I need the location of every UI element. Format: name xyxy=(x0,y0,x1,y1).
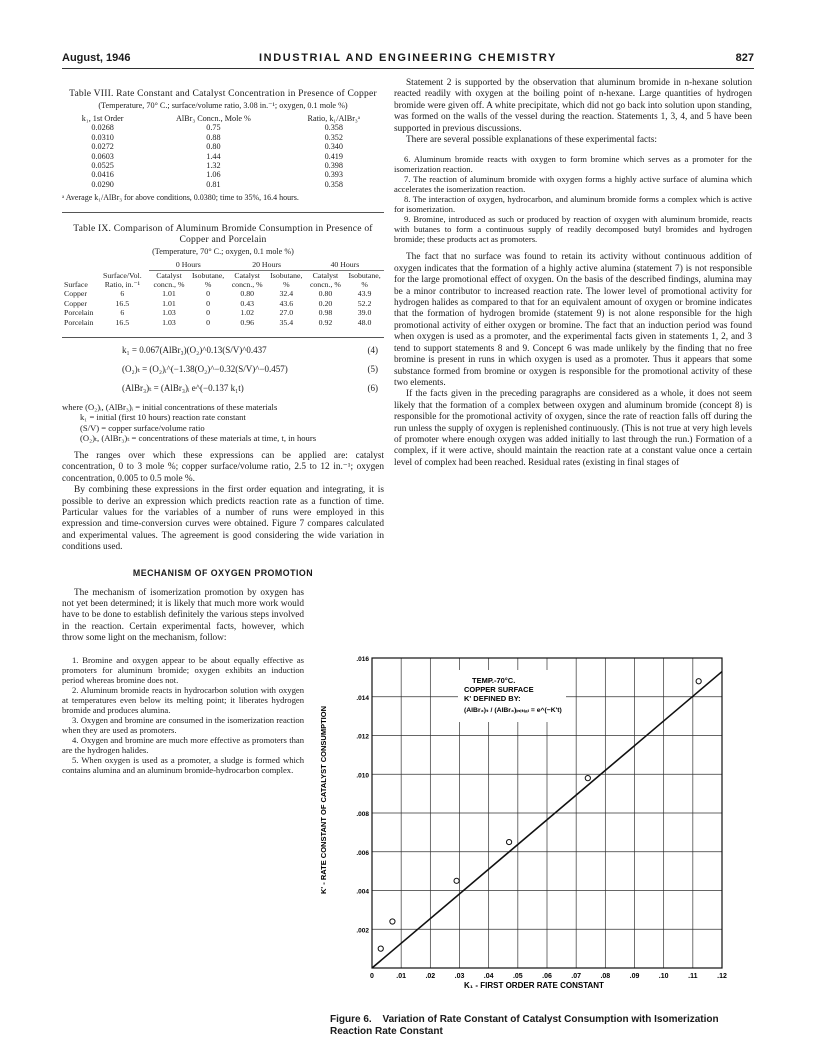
y-tick-label: .002 xyxy=(356,927,369,935)
table-cell: 1.32 xyxy=(206,161,221,171)
table-cell: 0.0268 xyxy=(91,123,114,133)
x-tick-label: .01 xyxy=(396,973,407,980)
x-tick-label: .09 xyxy=(629,973,640,980)
table9 xyxy=(62,260,384,327)
table-cell: 32.4 xyxy=(279,289,294,299)
table-cell: 0.419 xyxy=(324,151,343,161)
legend-line-4: (AlBr₃)ₜ / (AlBr₃)ᵢₙᵢₜᵢₐₗ = e^(−K't) xyxy=(464,707,562,714)
right-column xyxy=(394,78,752,469)
table-cell: 0.358 xyxy=(324,123,343,133)
divider xyxy=(62,212,384,213)
y-tick-label: .014 xyxy=(356,694,369,702)
x-tick-label: 0 xyxy=(370,973,374,980)
paragraph: By combining these expressions in the first order equation and integrating, it is possible to derive an expression which predicts reaction rate as a function of time. Particular values for the variables of a number of runs were employed in this expression and time-conversion curves were obtained. Figure 7 compares calculated and experimental values. The agreement is good considering the wide variation in conditions used. xyxy=(62,485,384,553)
table8 xyxy=(62,114,384,189)
x-tick-label: .11 xyxy=(688,973,698,980)
table9-body xyxy=(62,289,384,327)
data-point xyxy=(454,878,459,883)
table8-conditions: (Temperature, 70° C.; surface/volume ratio, 3.08 in.⁻¹; oxygen, 0.1 mole %) xyxy=(98,101,348,110)
table-cell: 0.0310 xyxy=(91,132,114,142)
x-tick-label: .04 xyxy=(483,973,494,980)
table-cell: 0.20 xyxy=(318,298,333,308)
x-tick-label: .07 xyxy=(571,973,582,980)
table-cell: 35.4 xyxy=(279,317,294,327)
table-cell: 0.0416 xyxy=(91,170,114,180)
table-cell: 0 xyxy=(206,308,211,318)
figure-6-chart xyxy=(312,650,752,990)
table-cell: 0.0272 xyxy=(91,142,114,152)
equation-6: (AlBr₃)ₜ = (AlBr₃)ᵢ e^(−0.137 k₁t) (6) xyxy=(122,383,378,394)
table9-caption: Table IX. Comparison of Aluminum Bromide Consumption in Presence of Copper and Porcelain xyxy=(73,223,373,246)
table-row xyxy=(62,318,384,327)
table-cell: 43.9 xyxy=(357,289,372,299)
table-cell: 6 xyxy=(120,308,125,318)
table-cell: 1.01 xyxy=(162,289,176,299)
y-tick-label: .006 xyxy=(356,849,369,857)
y-tick-label: .016 xyxy=(356,656,369,663)
paragraph: If the facts given in the preceding paragraphs are considered as a whole, it does not seem likely that the formation of a complex between oxygen and aluminum bromide (concept 8) is responsible for the promotional activity of oxygen, since the rate of reaction falls off during the run unless the supply of oxygen is replenished continuously. (This is not true at very high levels of promoter where enough oxygen was added initially to last through the run.) Formation of a complex, if it were active, should maintain the reaction rate at a constant value once a certain level of complex had been reached. Residual rates (existing in final stages of xyxy=(394,389,752,468)
paragraph-mechanism: The mechanism of isomerization promotion by oxygen has not yet been determined; it is likely that much more work would have to be done to establish definitely the various steps involved in the reaction. Certain experimental facts, however, which throw some light on the mechanism, follow: xyxy=(62,587,304,644)
table-cell: 6 xyxy=(120,289,125,299)
x-tick-label: .05 xyxy=(512,973,523,980)
table-cell: 0 xyxy=(206,289,211,299)
legend-line-3: K' DEFINED BY: xyxy=(464,694,521,703)
table-cell: 0.358 xyxy=(324,179,343,189)
table8-footnote: ᵃ Average k₁/AlBr₃ for above conditions, 0.0380; time to 35%, 16.4 hours. xyxy=(62,193,299,203)
table-cell: 0.88 xyxy=(206,132,221,142)
x-tick-label: .02 xyxy=(425,973,436,980)
data-point xyxy=(696,679,701,684)
legend-line-1: TEMP.-70°C. xyxy=(472,676,516,685)
table9-col-surface: Surface xyxy=(64,280,88,290)
running-header-date: August, 1946 xyxy=(62,52,131,64)
explanation-7: 7. The reaction of aluminum bromide with oxygen forms a highly active surface of alumina which accelerates the isomerization reaction. xyxy=(394,174,752,195)
table-cell: 0 xyxy=(206,298,211,308)
table-cell: 1.44 xyxy=(206,151,221,161)
header-rule xyxy=(62,68,754,69)
table-row xyxy=(62,299,384,308)
table-cell: 1.02 xyxy=(240,308,255,318)
table-cell: 16.5 xyxy=(115,317,130,327)
table-cell: Porcelain xyxy=(64,317,94,327)
table-cell: 0.43 xyxy=(240,298,255,308)
statement-2: 2. Aluminum bromide reacts in hydrocarbon solution with oxygen at temperatures even below its melting point; it liberates hydrogen bromide and produces alumina. xyxy=(62,684,304,715)
x-tick-label: .12 xyxy=(717,973,727,980)
table-cell: 0.0525 xyxy=(91,161,114,171)
x-tick-label: .10 xyxy=(658,973,669,980)
table9-col-cat20: Catalyst concn., % xyxy=(231,270,263,290)
table-cell: 0.92 xyxy=(318,317,333,327)
y-tick-label: .012 xyxy=(356,733,369,741)
table9-col-ratio: Surface/Vol. Ratio, in.⁻¹ xyxy=(103,270,142,290)
equation-4: k₁ = 0.067(AlBr₃)(O₂)^0.13(S/V)^0.437 (4) xyxy=(122,345,378,356)
table-row xyxy=(62,152,384,161)
running-header-journal: INDUSTRIAL AND ENGINEERING CHEMISTRY xyxy=(259,52,557,64)
table-cell: 0 xyxy=(206,317,211,327)
table-cell: 0.340 xyxy=(324,142,343,152)
y-tick-label: .008 xyxy=(356,811,369,818)
table9-col-iso20: Isobutane, % xyxy=(270,270,303,290)
explanation-8: 8. The interaction of oxygen, hydrocarbon, and aluminum bromide forms a complex which is active for isomerization. xyxy=(394,194,752,215)
data-point xyxy=(506,839,511,844)
table9-group-0h: 0 Hours xyxy=(149,260,227,270)
figure-caption-text: Variation of Rate Constant of Catalyst Consumption with Isomerization Reaction Rate Constant xyxy=(330,1014,719,1037)
table-cell: 43.6 xyxy=(279,298,294,308)
table8-body xyxy=(62,123,384,189)
table-cell: 0.393 xyxy=(324,170,343,180)
table-row xyxy=(62,289,384,298)
table-cell: 16.5 xyxy=(115,298,130,308)
variable-definitions: where (O₂)ᵢ, (AlBr₃)ᵢ = initial concentrations of these materials k₁ = initial (first 10 hours) reaction rate constant (S/V) = copper surface/volume ratio (O₂)ₜ, (AlBr₃)ₜ = concentrations of these materials at time, t, in hours xyxy=(62,402,317,443)
data-point xyxy=(390,919,395,924)
legend-line-2: COPPER SURFACE xyxy=(464,685,534,694)
x-axis-label: K₁ - FIRST ORDER RATE CONSTANT xyxy=(464,981,604,990)
figure-label: Figure 6. xyxy=(330,1014,372,1025)
table9-col-cat40: Catalyst concn., % xyxy=(309,270,341,290)
table-cell: Copper xyxy=(64,298,87,308)
table-cell: 0.96 xyxy=(240,317,255,327)
table-cell: 0.0603 xyxy=(91,151,114,161)
table8-caption: Table VIII. Rate Constant and Catalyst Concentration in Presence of Copper xyxy=(69,88,377,99)
divider xyxy=(62,337,384,338)
table-row xyxy=(62,161,384,170)
table9-group-20h: 20 Hours xyxy=(227,260,305,270)
equation-5: (O₂)ₜ = (O₂)ᵢ^(−1.38(O₂)^−0.32(S/V)^−0.457) (5) xyxy=(122,364,378,375)
table-cell: 27.0 xyxy=(279,308,294,318)
paragraph: There are several possible explanations of these experimental facts: xyxy=(406,135,657,146)
table-cell: 0.98 xyxy=(318,308,333,318)
page-number: 827 xyxy=(735,52,754,64)
table-cell: 0.352 xyxy=(324,132,343,142)
table-cell: 0.81 xyxy=(206,179,221,189)
table-row xyxy=(62,180,384,189)
figure-caption xyxy=(330,1014,750,1038)
paragraph: The ranges over which these expressions can be applied are: catalyst concentration, 0 to 3 mole %; copper surface/volume ratio, 2.5 to 12 in.⁻¹; oxygen concentration, 0.005 to 0.5 mole %. xyxy=(62,450,384,484)
table-cell: 48.0 xyxy=(357,317,372,327)
table9-col-iso0: Isobutane, % xyxy=(191,270,225,290)
y-axis-label: K' - RATE CONSTANT OF CATALYST CONSUMPTION xyxy=(319,705,328,895)
x-tick-label: .08 xyxy=(600,973,611,980)
explanation-9: 9. Bromine, introduced as such or produced by reaction of oxygen with aluminum bromide, reacts with butanes to form a continuous supply of readily decomposed butyl bromides and hydrogen bromide; these products act as promoters. xyxy=(394,214,752,245)
table9-group-40h: 40 Hours xyxy=(306,260,384,270)
statement-3: 3. Oxygen and bromine are consumed in the isomerization reaction when they are used as promoters. xyxy=(62,714,304,735)
table-cell: 0.80 xyxy=(206,142,221,152)
table-row xyxy=(62,308,384,317)
table-cell: 0.0290 xyxy=(91,179,114,189)
y-tick-label: .004 xyxy=(356,888,369,896)
table-row xyxy=(62,123,384,132)
table-cell: 0.80 xyxy=(240,289,255,299)
table-cell: 0.75 xyxy=(206,123,221,133)
statement-1: 1. Bromine and oxygen appear to be about equally effective as promoters for aluminum bromide; oxygen exhibits an induction period whereas bromine does not. xyxy=(62,654,304,685)
table-row xyxy=(62,133,384,142)
x-tick-label: .03 xyxy=(454,973,465,980)
data-point xyxy=(585,776,590,781)
table-cell: 0.80 xyxy=(318,289,333,299)
paragraph: The fact that no surface was found to retain its activity without continuous addition of oxygen indicates that the formation of a highly active alumina (statement 7) is not responsible for the large promotional effect of oxygen. On the basis of the described findings, alumina may be a minor contributor to increased reaction rate. The lower level of promotional activity for hydrogen halides as compared to that for an equivalent amount of oxygen or bromine indicates that the formation of hydrogen bromide (statement 9) is not alone responsible for the high promotional activity of either oxygen or bromine. The fact that an induction period was found when oxygen is used as a promoter, and the experimental facts given in statements 1, 2, and 3 tend to support statements 8 and 9. Concept 6 was made unlikely by the finding that no free bromine is present in runs in which oxygen is used as a promoter. Thus it appears that some substance formed from bromine or oxygen is responsible for the promotional activity of these two elements. xyxy=(394,252,752,388)
table9-col-cat0: Catalyst concn., % xyxy=(153,270,185,290)
table8-col-k1: k₁, 1st Order xyxy=(81,114,124,123)
paragraph: Statement 2 is supported by the observation that aluminum bromide in n-hexane solution reacted readily with oxygen at the boiling point of n-hexane. Large quantities of hydrogen bromide were given off. A white precipitate, which did not go back into solution upon standing, was formed on the walls of the vessel during the reaction. Statements 1, 3, 4, and 5 have been supported in previous discussions. xyxy=(394,78,752,134)
table-cell: 1.01 xyxy=(162,298,176,308)
table-cell: 0.398 xyxy=(324,161,343,171)
explanation-6: 6. Aluminum bromide reacts with oxygen to form bromine which serves as a promoter for the isomerization reaction. xyxy=(394,154,752,175)
y-tick-label: .010 xyxy=(356,772,369,780)
table-cell: Copper xyxy=(64,289,87,299)
table9-conditions: (Temperature, 70° C.; oxygen, 0.1 mole %) xyxy=(152,247,294,257)
table-cell: 1.06 xyxy=(206,170,221,180)
section-heading: MECHANISM OF OXYGEN PROMOTION xyxy=(132,567,314,578)
table-cell: 1.03 xyxy=(162,308,176,318)
x-tick-label: .06 xyxy=(542,973,552,980)
table-cell: 1.03 xyxy=(162,317,176,327)
table-cell: 52.2 xyxy=(357,298,372,308)
table8-col-albr3: AlBr₃ Concn., Mole % xyxy=(175,114,251,123)
table-row xyxy=(62,170,384,179)
table-row xyxy=(62,142,384,151)
table-cell: Porcelain xyxy=(64,308,94,318)
table9-col-iso40: Isobutane, % xyxy=(348,270,381,290)
table8-col-ratio: Ratio, k₁/AlBr₃ᵃ xyxy=(307,114,361,123)
statement-5: 5. When oxygen is used as a promoter, a sludge is formed which contains alumina and an aluminum bromide-hydrocarbon complex. xyxy=(62,754,304,775)
table-cell: 39.0 xyxy=(357,308,372,318)
data-point xyxy=(378,946,383,951)
statement-4: 4. Oxygen and bromine are much more effective as promoters than are the hydrogen halides. xyxy=(62,734,304,755)
